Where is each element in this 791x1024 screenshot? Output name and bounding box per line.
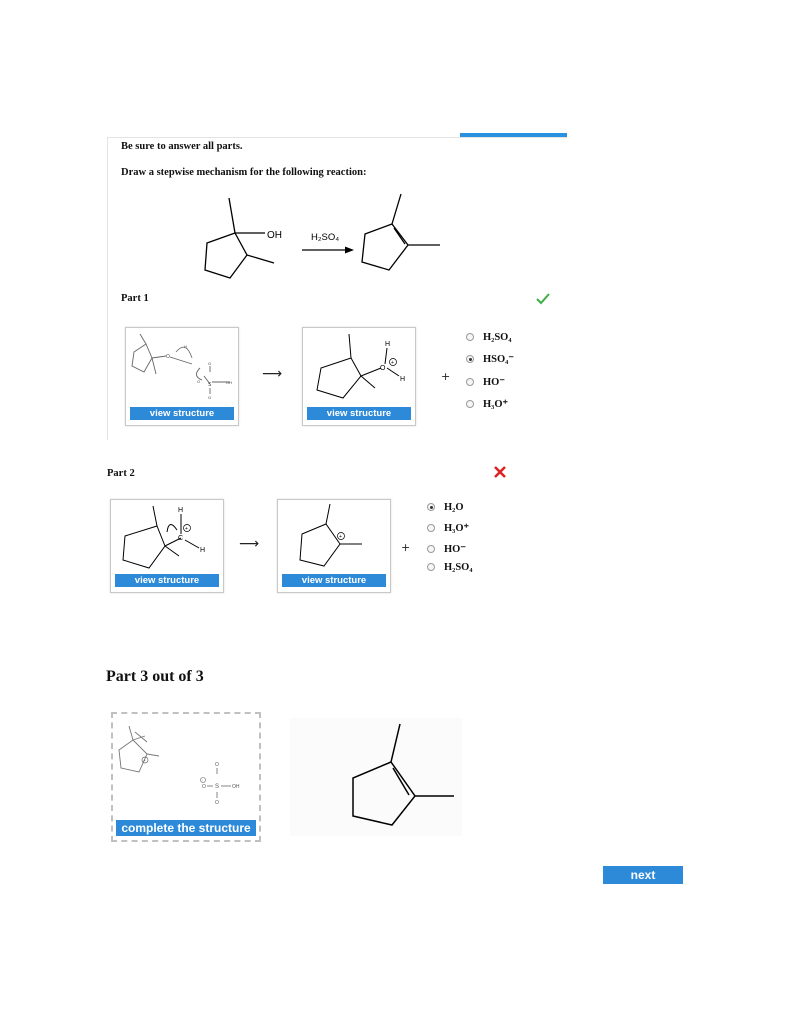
part1-oxonium-structure <box>303 328 415 403</box>
svg-text:-: - <box>201 777 204 783</box>
part1-option-4-label[interactable]: H₃O⁺ <box>483 399 509 410</box>
part2-option-1-radio[interactable] <box>427 503 435 511</box>
question-left-border <box>107 138 108 440</box>
part2-tertiary-carbocation-structure <box>278 500 390 572</box>
part1-reactant-view-structure-button[interactable]: view structure <box>130 407 234 420</box>
part2-plus-sign: + <box>401 541 411 554</box>
part1-option-4-radio[interactable] <box>466 400 474 408</box>
check-icon <box>535 292 551 306</box>
svg-text:C: C <box>178 535 184 542</box>
complete-structure-button[interactable]: complete the structure <box>116 820 256 836</box>
part2-option-2-radio[interactable] <box>427 524 435 532</box>
part2-option-4-label[interactable]: H₂SO₄ <box>444 561 473 573</box>
part1-option-1[interactable] <box>466 330 511 344</box>
part1-product-view-structure-button[interactable]: view structure <box>307 407 411 420</box>
tertiary-alcohol-structure <box>205 198 274 278</box>
part1-option-1-radio[interactable] <box>466 333 474 341</box>
svg-text:S: S <box>215 784 220 790</box>
next-button[interactable]: next <box>603 866 683 884</box>
main-reaction-scheme <box>195 188 450 280</box>
part1-option-3[interactable] <box>466 375 505 389</box>
part2-option-4-radio[interactable] <box>427 563 435 571</box>
part2-option-2[interactable] <box>427 521 469 535</box>
part2-reactant-view-structure-button[interactable]: view structure <box>115 574 219 587</box>
svg-text:+: + <box>339 534 342 540</box>
svg-text:H: H <box>184 344 187 349</box>
alkene-product-structure <box>362 194 440 270</box>
reagent-label: H₂SO₄ <box>311 232 340 243</box>
part1-option-1-label[interactable]: H₂SO₄ <box>483 331 512 343</box>
part1-label: Part 1 <box>121 293 149 304</box>
part2-carbocation-hydride-structure <box>111 500 223 572</box>
part2-arrow: ⟶ <box>239 536 260 552</box>
svg-text:H: H <box>400 376 406 383</box>
hydroxyl-label: OH <box>267 230 282 241</box>
part3-title: Part 3 out of 3 <box>106 668 204 685</box>
svg-text:H: H <box>200 547 206 554</box>
part2-option-1-label[interactable]: H₂O <box>444 501 464 513</box>
part1-option-2-label[interactable]: HSO₄⁻ <box>483 354 514 365</box>
part1-product-panel <box>302 327 416 426</box>
part2-option-2-label[interactable]: H₃O⁺ <box>444 523 470 534</box>
part1-option-3-radio[interactable] <box>466 378 474 386</box>
part1-option-2-radio[interactable] <box>466 355 474 363</box>
part2-option-4[interactable] <box>427 560 472 574</box>
svg-text:+: + <box>143 758 146 763</box>
instruction-text: Be sure to answer all parts. <box>121 141 243 152</box>
part1-arrow: ⟶ <box>262 366 283 382</box>
svg-text:O: O <box>208 395 212 400</box>
svg-text:O: O <box>215 800 219 806</box>
part2-product-panel <box>277 499 391 593</box>
svg-text:O: O <box>202 784 206 790</box>
question-text: Draw a stepwise mechanism for the following reaction: <box>121 167 367 178</box>
part2-reactant-panel <box>110 499 224 593</box>
reaction-arrow <box>302 247 354 254</box>
svg-text:+: + <box>185 526 188 532</box>
svg-text:O: O <box>208 361 212 366</box>
part3-alkene-product-structure <box>290 718 462 836</box>
svg-text:S: S <box>208 382 212 388</box>
svg-text:O: O <box>197 379 201 384</box>
part2-option-3-label[interactable]: HO⁻ <box>444 544 466 555</box>
part3-drawing-area[interactable] <box>111 712 261 842</box>
part1-option-4[interactable] <box>466 397 508 411</box>
part1-option-3-label[interactable]: HO⁻ <box>483 377 505 388</box>
svg-text:O: O <box>166 354 170 360</box>
part3-reactant-sketch <box>113 714 259 814</box>
question-top-border <box>107 137 567 138</box>
svg-text:O: O <box>215 762 219 768</box>
part2-label: Part 2 <box>107 468 135 479</box>
part2-product-view-structure-button[interactable]: view structure <box>282 574 386 587</box>
part2-option-3[interactable] <box>427 542 466 556</box>
part1-reactant-structure <box>126 328 238 403</box>
svg-text:H: H <box>385 341 391 348</box>
part1-option-2[interactable] <box>466 352 514 366</box>
svg-text:OH: OH <box>232 784 240 790</box>
part2-option-3-radio[interactable] <box>427 545 435 553</box>
part1-plus-sign: + <box>441 370 451 383</box>
part1-reactant-panel <box>125 327 239 426</box>
progress-accent-bar <box>460 133 567 137</box>
svg-text:H: H <box>178 507 184 514</box>
x-icon <box>493 465 507 479</box>
svg-text:O: O <box>380 365 386 372</box>
svg-text:+: + <box>391 360 394 366</box>
svg-text:OH: OH <box>226 380 232 385</box>
part2-option-1[interactable] <box>427 500 463 514</box>
